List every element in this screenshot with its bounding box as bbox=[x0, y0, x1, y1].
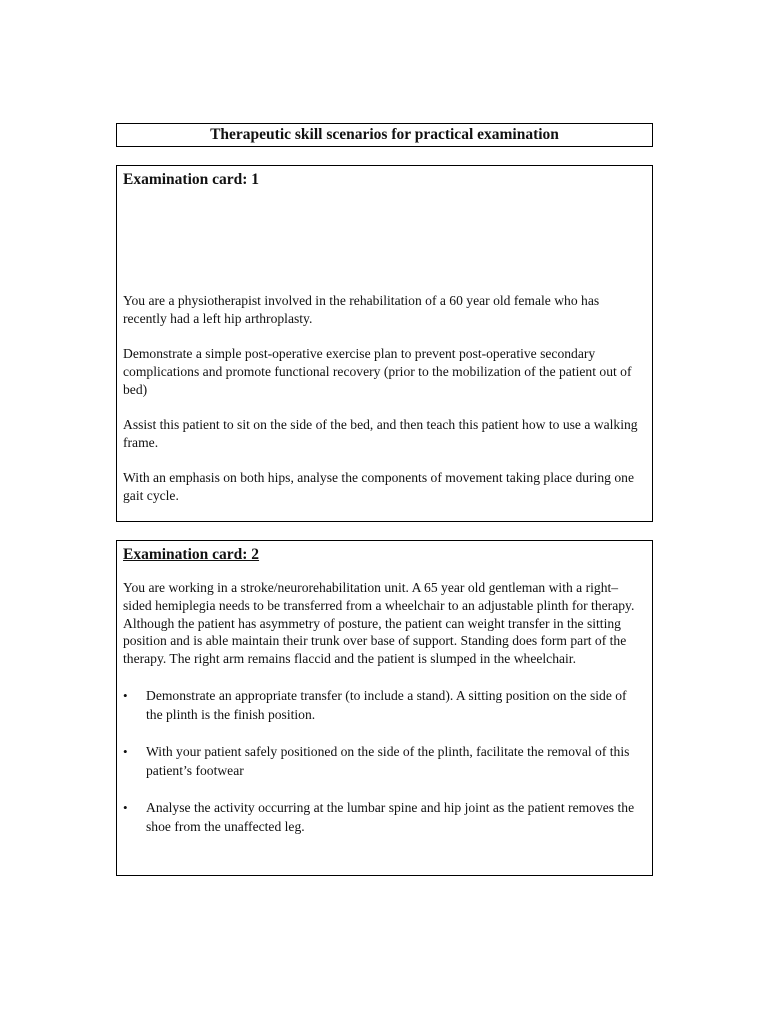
list-item bbox=[123, 742, 644, 780]
examination-card-2 bbox=[116, 540, 653, 876]
card-1-paragraph: You are a physiotherapist involved in the rehabilitation of a 60 year old female who has recently had a left hip arthroplasty. bbox=[123, 293, 600, 326]
document-title: Therapeutic skill scenarios for practical examination bbox=[210, 126, 559, 143]
bullet-icon: • bbox=[123, 687, 128, 703]
list-item-text: With your patient safely positioned on the side of the plinth, facilitate the removal of this patient’s footwear bbox=[146, 743, 630, 778]
card-2-bullet-list bbox=[123, 686, 644, 836]
card-2-heading: Examination card: 2 bbox=[123, 546, 260, 563]
card-1-blank-space bbox=[123, 190, 644, 292]
card-1-heading: Examination card: 1 bbox=[123, 171, 260, 188]
list-item bbox=[123, 798, 644, 836]
card-2-intro: You are working in a stroke/neurorehabilitation unit. A 65 year old gentleman with a right–sided hemiplegia needs to be transferred from a wheelchair to an adjustable plinth for therapy. Although the patient has asymmetry of posture, the patient can weight transfer in the sitting position and is able maintain their trunk over base of support. Standing does form part of the therapy. The right arm remains flaccid and the patient is slumped in the wheelchair. bbox=[123, 580, 635, 667]
bullet-icon: • bbox=[123, 799, 128, 815]
card-1-paragraph: With an emphasis on both hips, analyse the components of movement taking place during one gait cycle. bbox=[123, 470, 634, 503]
list-item-text: Analyse the activity occurring at the lumbar spine and hip joint as the patient removes the shoe from the unaffected leg. bbox=[146, 799, 635, 834]
card-1-paragraph: Demonstrate a simple post-operative exercise plan to prevent post-operative secondary complications and promote functional recovery (prior to the mobilization of the patient out of bed) bbox=[123, 346, 632, 397]
bullet-icon: • bbox=[123, 743, 128, 759]
card-1-paragraph: Assist this patient to sit on the side of the bed, and then teach this patient how to use a walking frame. bbox=[123, 416, 638, 450]
document-title-box bbox=[116, 123, 653, 147]
list-item-text: Demonstrate an appropriate transfer (to include a stand). A sitting position on the side of the plinth is the finish position. bbox=[146, 687, 627, 722]
examination-card-1 bbox=[116, 165, 653, 522]
list-item bbox=[123, 686, 644, 724]
